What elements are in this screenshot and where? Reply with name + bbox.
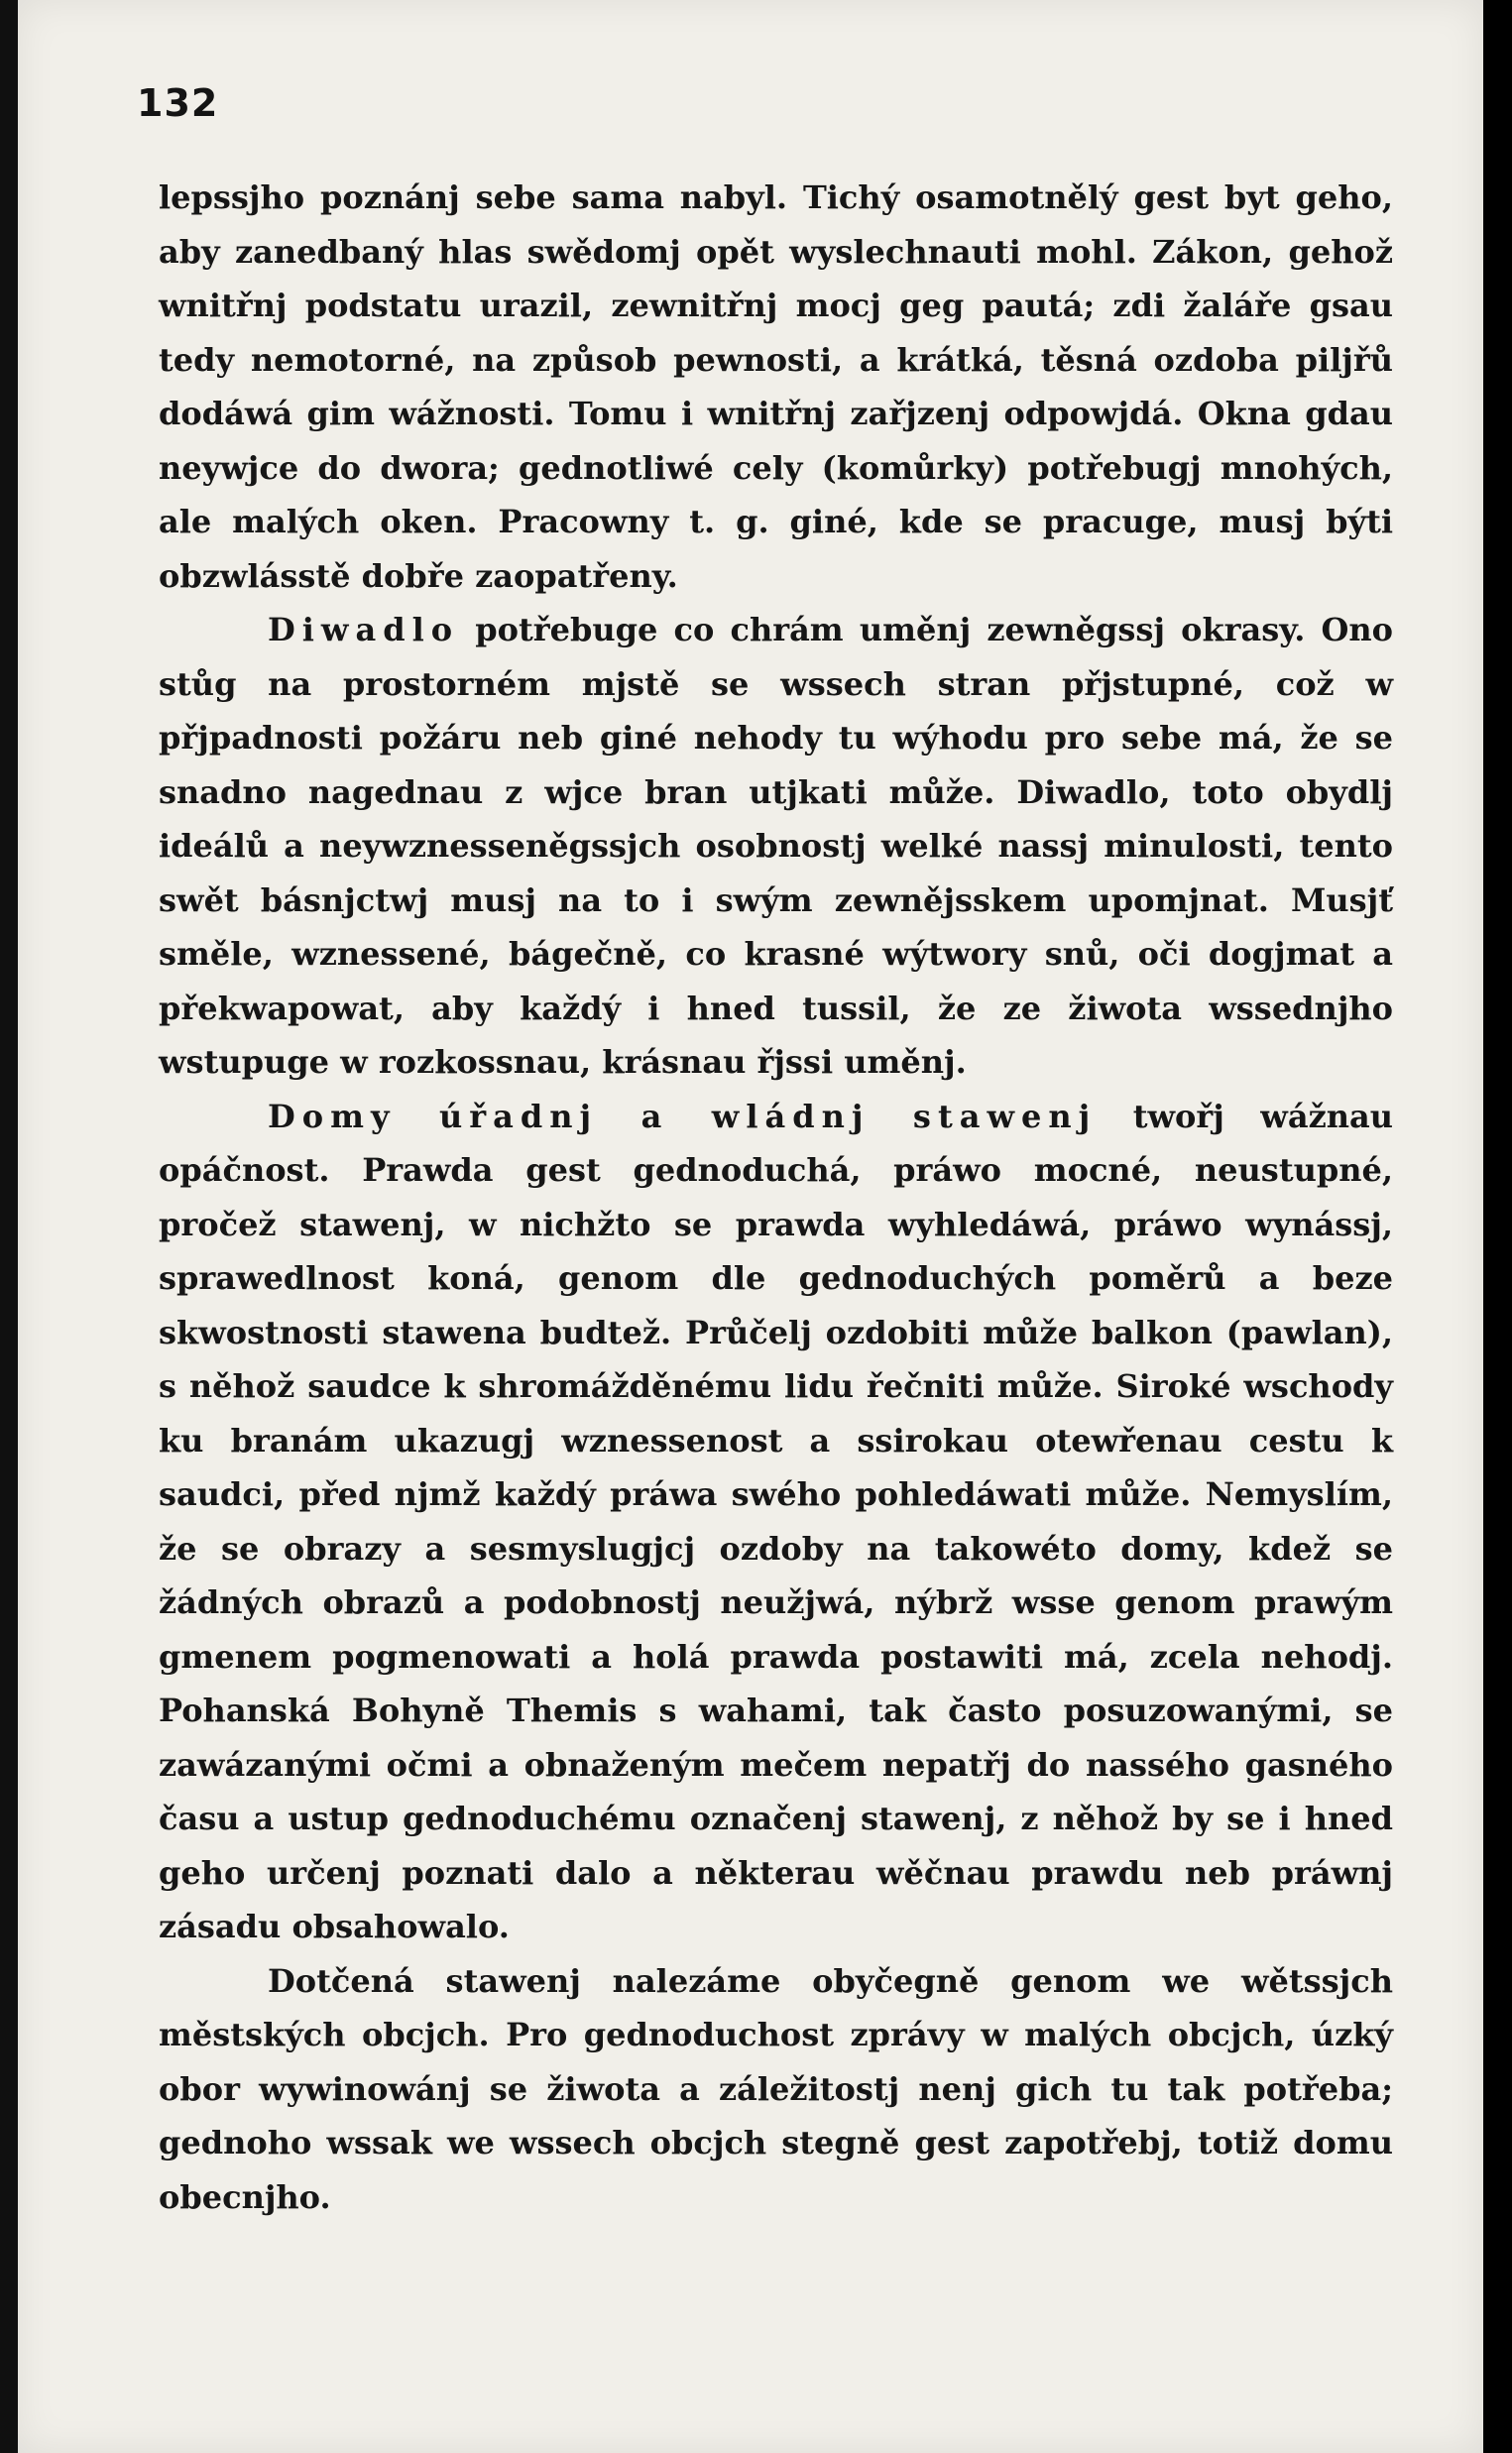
paragraph-2 bbox=[159, 603, 1393, 1090]
book-page bbox=[18, 0, 1483, 2453]
paragraph-3 bbox=[159, 1090, 1393, 1954]
scan-edge bbox=[1483, 0, 1512, 2453]
page-body bbox=[159, 171, 1393, 2224]
page-number: 132 bbox=[137, 81, 219, 125]
paragraph-1 bbox=[159, 171, 1393, 603]
paragraph-1-text: lepssjho poznánj sebe sama nabyl. Tichý osamotnělý gest byt geho, aby zanedbaný hlas swědomj opět wyslechnauti mohl. Zákon, gehož wnitřnj podstatu urazil, zewnitřnj mocj geg pautá; zdi žaláře gsau tedy nemotorné, na způsob pewnosti, a krátká, těsná ozdoba piljřů dodáwá gim wážnosti. Tomu i wnitřnj zařjzenj odpowjdá. Okna gdau neywjce do dwora; gednotliwé cely (komůrky) potřebugj mnohých, ale malých oken. Pracowny t. g. giné, kde se pracuge, musj býti obzwlásstě dobře zaopatřeny. bbox=[159, 178, 1393, 595]
paragraph-3-text: twořj wážnau opáčnost. Prawda gest gednoduchá, práwo mocné, neustupné, pročež stawenj, w nichžto se prawda wyhledáwá, práwo wynássj, sprawedlnost koná, genom dle gednoduchých poměrů a beze skwostnosti stawena budtež. Průčelj ozdobiti může balkon (pawlan), s něhož saudce k shromážděnému lidu řečniti může. Siroké wschody ku branám ukazugj wznessenost a ssirokau otewřenau cestu k saudci, před njmž každý práwa swého pohledáwati může. Nemyslím, že se obrazy a sesmyslugjcj ozdoby na takowéto domy, kdež se žádných obrazů a podobnostj neužjwá, nýbrž wsse genom prawým gmenem pogmenowati a holá prawda postawiti má, zcela nehodj. Pohanská Bohyně Themis s wahami, tak často posuzowanými, se zawázanými očmi a obnaženým mečem nepatřj do nassého gasného času a ustup gednoduchému označenj stawenj, z něhož by se i hned geho určenj poznati dalo a některau wěčnau prawdu neb práwnj zásadu obsahowalo. bbox=[159, 1097, 1394, 1945]
paragraph-4 bbox=[159, 1954, 1393, 2225]
paragraph-2-text: potřebuge co chrám uměnj zewněgssj okrasy. Ono stůg na prostorném mjstě se wssech stran přjstupné, což w přjpadnosti požáru neb giné nehody tu wýhodu pro sebe má, že se snadno nagednau z wjce bran utjkati může. Diwadlo, toto obydlj ideálů a neywznesseněgssjch osobnostj welké nassj minulosti, tento swět básnjctwj musj na to i swým zewnějsskem upomjnat. Musjť směle, wznessené, bágečně, co krasné wýtwory snů, oči dogjmat a překwapowat, aby každý i hned tussil, že ze žiwota wssednjho wstupuge w rozkossnau, krásnau řjssi uměnj. bbox=[159, 611, 1393, 1081]
paragraph-4-text: Dotčená stawenj nalezáme obyčegně genom we wětssjch městských obcjch. Pro gednoduchost zprávy w malých obcjch, úzký obor wywinowánj se žiwota a záležitostj nenj gich tu tak potřeba; gednoho wssak we wssech obcjch stegně gest zapotřebj, totiž domu obecnjho. bbox=[159, 1961, 1393, 2216]
paragraph-3-lead: Domy úřadnj a wládnj stawenj bbox=[268, 1097, 1098, 1135]
paragraph-2-lead: Diwadlo bbox=[268, 611, 460, 648]
